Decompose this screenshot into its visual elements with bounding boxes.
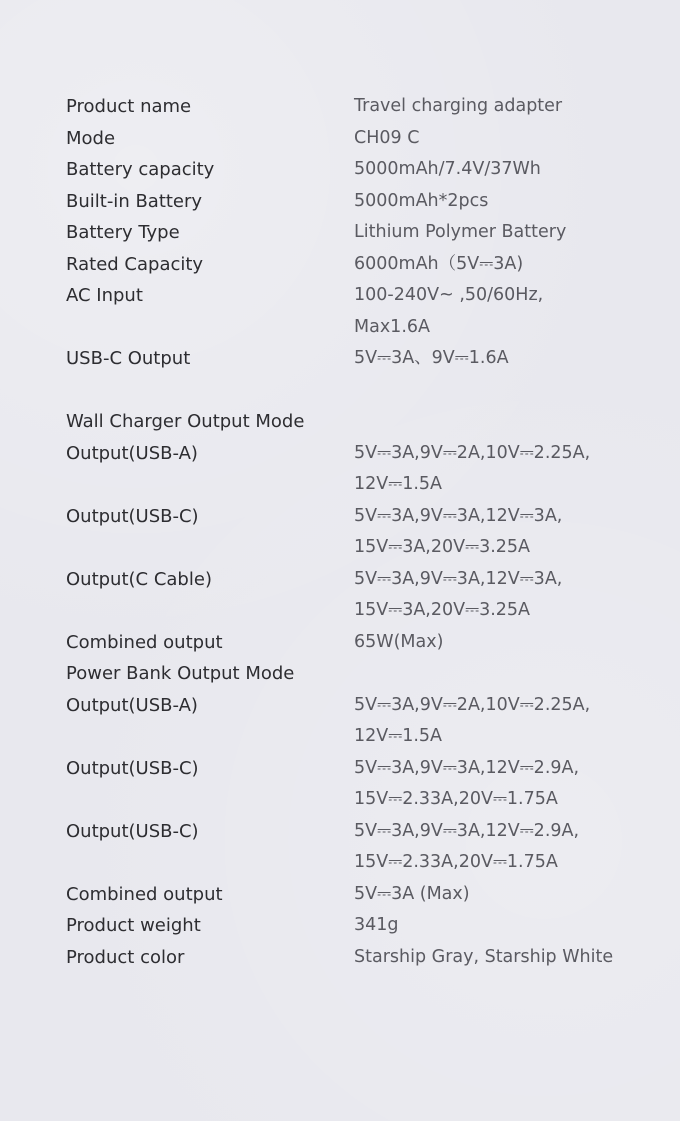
wall-row-combined-output	[66, 627, 646, 659]
spec-value-line: 341g	[354, 915, 399, 935]
spec-value-line: 65W(Max)	[354, 631, 444, 652]
spec-value	[354, 627, 646, 659]
spec-value	[354, 249, 646, 281]
spec-value-line: Travel charging adapter	[354, 96, 563, 116]
spec-row-battery-type	[66, 217, 646, 249]
spec-value	[354, 154, 646, 186]
spec-value-line: 5V⎓3A,9V⎓3A,12V⎓2.9A,	[354, 757, 580, 778]
spec-value	[354, 910, 646, 942]
spec-value	[354, 753, 646, 816]
spec-value	[354, 879, 646, 911]
spec-value-line: 5000mAh/7.4V/37Wh	[354, 159, 541, 179]
spec-value-line: 6000mAh（5V⎓3A)	[354, 253, 524, 274]
spec-value-line: 5V⎓3A,9V⎓3A,12V⎓3A,	[354, 568, 563, 589]
section-title-power-bank	[66, 658, 646, 690]
spec-label: Output(C Cable)	[66, 568, 212, 590]
spec-value-line: 100-240V~ ,50/60Hz,	[354, 285, 544, 305]
spec-value	[354, 816, 646, 879]
bank-row-combined-output	[66, 879, 646, 911]
spec-row-mode	[66, 123, 646, 155]
spec-value-line: 5V⎓3A,9V⎓2A,10V⎓2.25A,	[354, 442, 591, 463]
section-heading: Power Bank Output Mode	[66, 663, 295, 684]
spec-label: Rated Capacity	[66, 253, 204, 275]
spec-label: Built-in Battery	[66, 190, 203, 212]
spec-row-rated-capacity	[66, 249, 646, 281]
section-heading: Wall Charger Output Mode	[66, 411, 305, 432]
bank-row-output-usb-c-1	[66, 753, 646, 816]
spec-value	[354, 123, 646, 155]
spec-value	[354, 690, 646, 753]
spec-value	[354, 343, 646, 375]
spec-value-line: 15V⎓3A,20V⎓3.25A	[354, 600, 531, 620]
spec-value-line: Lithium Polymer Battery	[354, 222, 567, 242]
wall-row-output-usb-c	[66, 501, 646, 564]
spec-value-line: 5000mAh*2pcs	[354, 190, 489, 211]
spec-label: Combined output	[66, 631, 223, 653]
spec-value-line: 5V⎓3A、9V⎓1.6A	[354, 348, 509, 368]
spec-row-product-name	[66, 91, 646, 123]
spec-row-battery-capacity	[66, 154, 646, 186]
spec-value	[354, 438, 646, 501]
section-title-wall-charger	[66, 406, 646, 438]
spec-value	[354, 942, 646, 974]
spec-label: Combined output	[66, 883, 223, 905]
spec-value-line: 15V⎓3A,20V⎓3.25A	[354, 537, 531, 557]
spec-row-built-in-battery	[66, 186, 646, 218]
spec-label: Product weight	[66, 915, 201, 936]
spec-label: USB-C Output	[66, 348, 191, 369]
spec-value	[354, 217, 646, 249]
spec-value-line: Starship Gray, Starship White	[354, 946, 614, 967]
spec-label: Product name	[66, 96, 192, 117]
spec-value	[354, 280, 646, 343]
bank-row-output-usb-c-2	[66, 816, 646, 879]
spec-label: Output(USB-A)	[66, 442, 198, 464]
spec-label: Output(USB-C)	[66, 505, 199, 527]
spec-label: Mode	[66, 127, 116, 149]
spec-label: Battery Type	[66, 222, 180, 243]
bank-row-output-usb-a	[66, 690, 646, 753]
spec-value	[354, 564, 646, 627]
bank-row-product-color	[66, 942, 646, 974]
spec-label: Battery capacity	[66, 159, 215, 180]
spec-value	[354, 501, 646, 564]
spec-value-line: 15V⎓2.33A,20V⎓1.75A	[354, 852, 558, 872]
spec-table	[66, 91, 646, 973]
spec-label: Output(USB-C)	[66, 757, 199, 779]
wall-row-output-c-cable	[66, 564, 646, 627]
spec-label: Product color	[66, 946, 185, 968]
spec-label: Output(USB-A)	[66, 694, 198, 716]
spec-row-usb-c-output	[66, 343, 646, 375]
spec-value-line: 5V⎓3A,9V⎓3A,12V⎓2.9A,	[354, 820, 580, 841]
spec-value-line: 5V⎓3A,9V⎓2A,10V⎓2.25A,	[354, 694, 591, 715]
spec-value-line: 12V⎓1.5A	[354, 726, 443, 746]
spec-label: Output(USB-C)	[66, 820, 199, 842]
spec-value-line: CH09 C	[354, 127, 420, 148]
section-spacer	[66, 375, 646, 407]
bank-row-product-weight	[66, 910, 646, 942]
spec-value-line: 12V⎓1.5A	[354, 474, 443, 494]
wall-row-output-usb-a	[66, 438, 646, 501]
spec-value-line: 5V⎓3A (Max)	[354, 883, 470, 904]
spec-row-ac-input	[66, 280, 646, 343]
spec-value	[354, 91, 646, 123]
spec-value-line: 5V⎓3A,9V⎓3A,12V⎓3A,	[354, 505, 563, 526]
spec-value-line: 15V⎓2.33A,20V⎓1.75A	[354, 789, 558, 809]
spec-value	[354, 186, 646, 218]
spec-label: AC Input	[66, 285, 143, 306]
spec-value-line: Max1.6A	[354, 316, 430, 337]
